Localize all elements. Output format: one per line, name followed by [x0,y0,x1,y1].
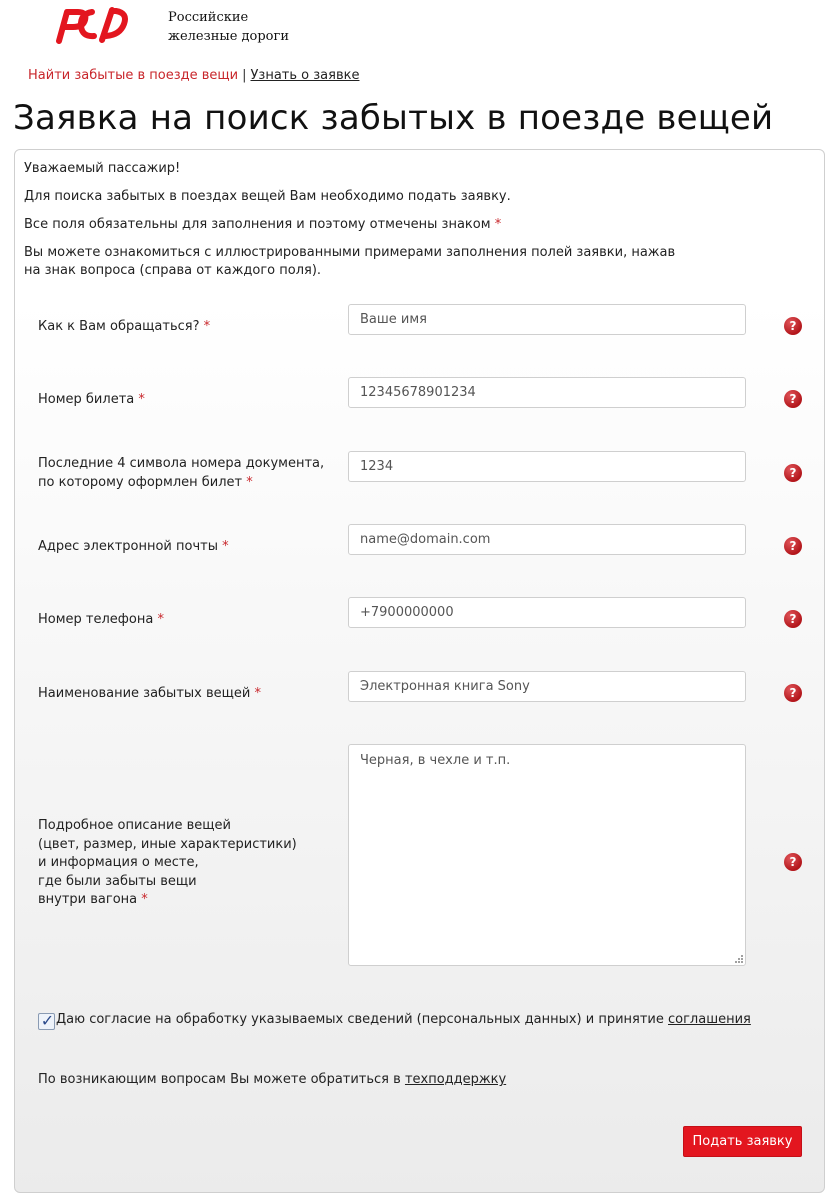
required-mark: * [246,474,253,490]
name-label [38,318,210,337]
checkmark-icon: ✓ [40,1011,55,1030]
help-icon[interactable]: ? [784,464,802,482]
help-icon[interactable]: ? [784,390,802,408]
consent-checkbox[interactable] [38,1013,55,1030]
ticket-label-text: Номер билета [38,392,135,407]
item-name-input[interactable] [348,671,746,702]
consent-text-body: Даю согласие на обработку указываемых сведений (персональных данных) и принятие [56,1012,664,1027]
description-textarea[interactable] [348,744,746,966]
item-name-label [38,685,261,704]
tech-support-link[interactable]: техподдержку [404,1072,507,1087]
top-nav [28,68,359,83]
nav-separator: | [242,68,247,83]
resize-grip-icon[interactable] [733,953,744,964]
description-label-line5 [38,891,297,910]
help-icon[interactable]: ? [784,610,802,628]
required-mark: * [157,612,164,627]
help-icon[interactable]: ? [784,853,802,871]
required-mark: * [203,319,211,334]
phone-input[interactable] [348,597,746,628]
consent-text [56,1012,751,1027]
required-mark: * [141,892,148,907]
name-input[interactable] [348,304,746,335]
description-label [38,817,297,910]
ticket-label [38,391,145,410]
description-label-line1: Подробное описание вещей [38,818,231,833]
phone-label [38,611,164,630]
email-input[interactable] [348,524,746,555]
company-name-line1: Российские [168,10,249,25]
help-icon[interactable]: ? [784,537,802,555]
agreement-link[interactable]: соглашения [668,1012,751,1027]
description-label-line3: и информация о месте, [38,855,199,870]
intro-greeting: Уважаемый пассажир! [24,161,181,176]
name-label-text: Как к Вам обращаться? [38,319,200,334]
intro-line3a: Вы можете ознакомиться с иллюстрированными примерами заполнения полей заявки, нажав [24,245,676,260]
required-mark: * [254,686,261,701]
nav-find-items[interactable]: Найти забытые в поезде вещи [28,68,239,83]
description-label-line2: (цвет, размер, иные характеристики) [38,836,297,852]
document-label-line1: Последние 4 символа номера документа, [38,456,325,471]
document-label-line2-text: по которому оформлен билет [38,474,243,490]
intro-line3 [24,244,675,280]
support-text [38,1072,506,1087]
required-mark: * [138,392,145,407]
rzd-logo [50,4,136,44]
submit-button[interactable]: Подать заявку [683,1126,802,1157]
intro-line2-text: Все поля обязательны для заполнения и поэтому отмечены знаком [24,217,491,232]
phone-label-text: Номер телефона [38,612,154,627]
nav-check-request-link[interactable]: Узнать о заявке [250,68,360,83]
company-name-line2: железные дороги [168,29,289,44]
support-text-body: По возникающим вопросам Вы можете обратиться в [38,1072,401,1087]
help-icon[interactable]: ? [784,684,802,702]
help-icon[interactable]: ? [784,317,802,335]
company-name [168,8,289,46]
item-name-label-text: Наименование забытых вещей [38,686,251,701]
document-digits-input[interactable] [348,451,746,482]
email-label [38,538,229,557]
description-label-line5-text: внутри вагона [38,892,138,907]
page-title: Заявка на поиск забытых в поезде вещей [13,98,774,138]
email-label-text: Адрес электронной почты [38,539,218,554]
required-mark: * [222,539,229,554]
description-label-line4: где были забыты вещи [38,873,197,889]
required-mark: * [494,217,502,232]
ticket-number-input[interactable] [348,377,746,408]
intro-line2 [24,216,501,234]
intro-line3b: на знак вопроса (справа от каждого поля). [24,263,322,278]
intro-line1: Для поиска забытых в поездах вещей Вам необходимо подать заявку. [24,189,511,204]
document-label-line2 [38,474,324,493]
document-label [38,455,324,492]
